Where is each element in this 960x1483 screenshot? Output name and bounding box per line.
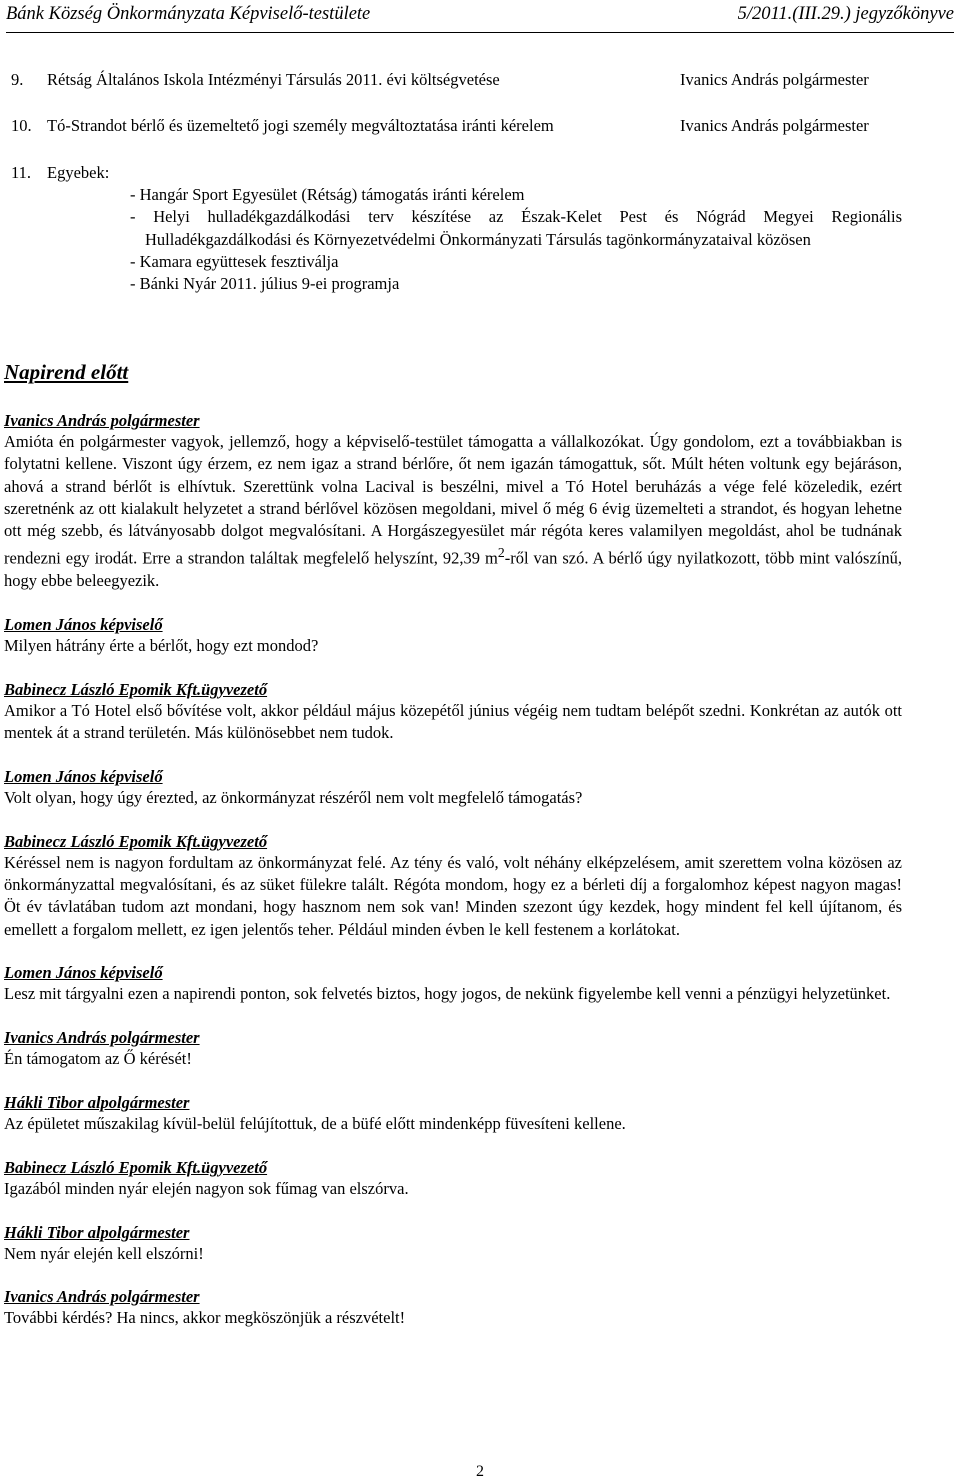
header-right-text: 5/2011.(III.29.) jegyzőkönyve	[737, 4, 954, 24]
header-left-text: Bánk Község Önkormányzata Képviselő-testülete	[6, 4, 371, 24]
misc-sub-list	[130, 184, 902, 295]
speech-text-part: -ről van szó. A bérlő úgy nyilatkozott, több mint valószínű, hogy ebbe beleegyezik.	[4, 548, 903, 591]
speech-text: Lesz mit tárgyalni ezen a napirendi ponton, sok felvetés biztos, hogy jogos, de nekünk figyelembe kell venni a pénzügyi helyzetünket.	[4, 984, 891, 1004]
page-header	[6, 0, 954, 33]
speech-block	[4, 1092, 902, 1135]
speech-block	[4, 962, 902, 1005]
speech-text: Kéréssel nem is nagyon fordultam az önkormányzat felé. Az tény és való, volt néhány elképzelésem, amit szerettem volna közösen az önkormányzattal megvalósítani, és az süket fülekre talált. Régóta mondom, hogy ez a bérleti díj a forgalomhoz képest nagyon magas! Öt év távlatában tudom azt mondani, hogy hasznom nem sok van! Minden szezont úgy kezdek, hogy mindent fel kell újítanom, és emellett a forgalom mellett, ez igen jelentős teher. Például minden évben le kell festenem a korlátokat.	[4, 852, 902, 939]
agenda-item-title: Egyebek:	[47, 163, 110, 182]
speech-block	[4, 1286, 902, 1329]
speaker-name: Lomen János képviselő	[4, 963, 163, 983]
speech-text: Amikor a Tó Hotel első bővítése volt, akkor például május közepétől június végéig nem tudtam belépőt szedni. Konkrétan az autók ott mentek át a strand területén. Más különösebbet nem tudok.	[4, 700, 902, 743]
speech-block	[4, 614, 902, 657]
speaker-name: Babinecz László Epomik Kft.ügyvezető	[4, 1157, 268, 1177]
agenda-item-title: Rétság Általános Iskola Intézményi Társulás 2011. évi költségvetése	[47, 70, 500, 89]
speech-block	[4, 831, 902, 941]
speech-block	[4, 410, 902, 593]
speech-text: Az épületet műszakilag kívül-belül felújítottuk, de a büfé előtt mindenképp füvesíteni kellene.	[4, 1114, 626, 1134]
speech-block	[4, 1222, 902, 1265]
speech-text-part: Amióta én polgármester vagyok, jellemző, hogy a képviselő-testület támogatta a vállalkozókat. Úgy gondolom, ezt a továbbiakban is folytatni kellene. Viszont úgy érzem, ez nem igaz a strand bérlőre, őt nem igazán támogattuk, sőt. Múlt héten voltunk egy bejáráson, ahová a strand bérlőt is elhívtuk. Szerettünk volna Lacival is beszélni, mivel a Tó Hotel beruházás a vége felé közeledik, ezért szeretnénk az ott kialakult helyzetet a strand bérlővel közösen megoldani, mivel ő még 6 évig üzemelteti a strandot, és hogyan lehetne ott még szebb, és látványosabb dolgot megvalósítani. A Horgászegyesület már régóta keres valamilyen megoldást, ahol be tudnának rendezni egy irodát. Erre a strandon találtak megfelelő helyszínt, 92,39 m	[4, 432, 902, 568]
speech-text: Én támogatom az Ő kérését!	[4, 1049, 192, 1069]
speaker-name: Babinecz László Epomik Kft.ügyvezető	[4, 679, 268, 699]
minutes-body	[4, 410, 902, 1351]
speaker-name: Ivanics András polgármester	[4, 1287, 200, 1307]
speech-text	[4, 431, 902, 593]
superscript: 2	[497, 545, 505, 561]
agenda-item-title: Tó-Strandot bérlő és üzemeltető jogi személy megváltoztatása iránti kérelem	[47, 116, 554, 135]
speaker-name: Hákli Tibor alpolgármester	[4, 1093, 190, 1113]
agenda-item-number: 9.	[11, 70, 24, 89]
speech-block	[4, 1157, 902, 1200]
speaker-name: Babinecz László Epomik Kft.ügyvezető	[4, 831, 268, 851]
speech-text: További kérdés? Ha nincs, akkor megköszönjük a részvételt!	[4, 1308, 406, 1328]
section-title: Napirend előtt	[4, 360, 129, 384]
speaker-name: Lomen János képviselő	[4, 615, 163, 635]
speech-text: Milyen hátrány érte a bérlőt, hogy ezt mondod?	[4, 636, 319, 656]
speech-block	[4, 1027, 902, 1070]
misc-sub-item	[130, 206, 902, 251]
misc-sub-item: - Bánki Nyár 2011. július 9-ei programja	[130, 274, 400, 294]
misc-sub-item: - Hangár Sport Egyesület (Rétság) támogatás iránti kérelem	[130, 185, 525, 204]
misc-sub-item-text: - Helyi hulladékgazdálkodási terv készítése az Észak-Kelet Pest és Nógrád Megyei Regionális Hulladékgazdálkodási és Környezetvédelmi Önkormányzati Társulás tagönkormányzataival közösen	[130, 207, 902, 249]
speech-block	[4, 766, 902, 809]
agenda-item-number: 11.	[11, 163, 32, 182]
page-number: 2	[476, 1463, 484, 1480]
speaker-name: Hákli Tibor alpolgármester	[4, 1222, 190, 1242]
speech-block	[4, 679, 902, 745]
speaker-name: Ivanics András polgármester	[4, 1028, 200, 1048]
speech-text: Igazából minden nyár elején nagyon sok fűmag van elszórva.	[4, 1178, 409, 1198]
speech-text: Volt olyan, hogy úgy érezted, az önkormányzat részéről nem volt megfelelő támogatás?	[4, 787, 583, 807]
speech-text: Nem nyár elején kell elszórni!	[4, 1243, 204, 1263]
agenda-item-owner: Ivanics András polgármester	[680, 116, 869, 135]
agenda-item-number: 10.	[11, 116, 32, 135]
speaker-name: Lomen János képviselő	[4, 766, 163, 786]
misc-sub-item: - Kamara együttesek fesztiválja	[130, 251, 339, 271]
speaker-name: Ivanics András polgármester	[4, 411, 200, 430]
agenda-item-owner: Ivanics András polgármester	[680, 70, 869, 89]
